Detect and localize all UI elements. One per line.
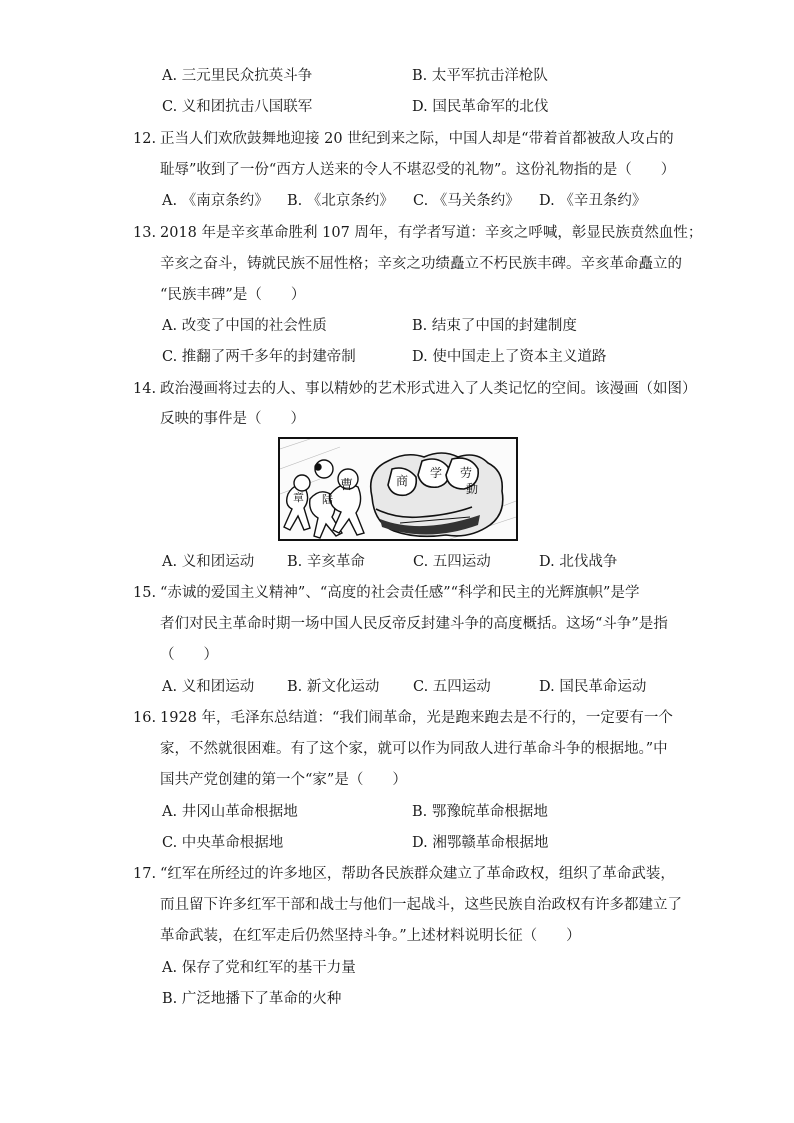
- q14-option-a[interactable]: A. 义和团运动: [162, 554, 255, 570]
- q15-option-c[interactable]: C. 五四运动: [413, 679, 491, 695]
- q17-option-a[interactable]: A. 保存了党和红军的基干力量: [162, 960, 356, 976]
- q13-stem-line-1: 2018 年是辛亥革命胜利 107 周年，有学者写道：辛亥之呼喊，彰显民族贲然血性；: [160, 225, 703, 241]
- q12-option-a[interactable]: A. 《南京条约》: [162, 193, 269, 209]
- q12-stem-line-1: 正当人们欢欣鼓舞地迎接 20 世纪到来之际，中国人却是“带着首都被敌人攻占的: [160, 131, 674, 147]
- q16-stem-line-3: 国共产党创建的第一个“家”是（ ）: [160, 772, 407, 788]
- q15-option-a[interactable]: A. 义和团运动: [162, 679, 255, 695]
- cartoon-label-cao: 曹: [340, 478, 354, 493]
- cartoon-label-xue: 学: [430, 466, 443, 480]
- q13-option-b[interactable]: B. 结束了中国的封建制度: [412, 318, 577, 334]
- q17-stem-line-1: “红军在所经过的许多地区，帮助各民族群众建立了革命政权，组织了革命武装，: [160, 866, 675, 882]
- q16-stem-line-2: 家，不然就很困难。有了这个家，就可以作为同敌人进行革命斗争的根据地。”中: [160, 741, 668, 757]
- q15-stem-line-1: “赤诚的爱国主义精神”、“高度的社会责任感”“科学和民主的光辉旗帜”是学: [160, 585, 640, 601]
- q11-option-c[interactable]: C. 义和团抗击八国联军: [162, 99, 313, 115]
- q14-option-c[interactable]: C. 五四运动: [413, 554, 491, 570]
- q13-stem-line-3: “民族丰碑”是（ ）: [160, 287, 306, 303]
- q12-number: 12.: [133, 131, 157, 147]
- q14-option-b[interactable]: B. 辛亥革命: [287, 554, 365, 570]
- q11-option-a[interactable]: A. 三元里民众抗英斗争: [162, 68, 313, 84]
- cartoon-label-lao: 劳: [460, 466, 473, 480]
- q15-stem-line-3: （ ）: [160, 647, 218, 663]
- q13-option-c[interactable]: C. 推翻了两千多年的封建帝制: [162, 349, 356, 365]
- q11-option-b[interactable]: B. 太平军抗击洋枪队: [412, 68, 548, 84]
- q12-option-d[interactable]: D. 《辛丑条约》: [539, 193, 647, 209]
- q17-number: 17.: [133, 866, 157, 882]
- q12-option-c[interactable]: C. 《马关条约》: [413, 193, 520, 209]
- q16-option-b[interactable]: B. 鄂豫皖革命根据地: [412, 804, 548, 820]
- cartoon-label-shang: 商: [396, 474, 409, 488]
- q13-number: 13.: [133, 225, 157, 241]
- q14-stem-line-1: 政治漫画将过去的人、事以精妙的艺术形式进入了人类记忆的空间。该漫画（如图）: [160, 381, 697, 397]
- cartoon-label-dong: 動: [466, 482, 479, 496]
- q16-option-d[interactable]: D. 湘鄂赣革命根据地: [412, 835, 549, 851]
- q14-stem-line-2: 反映的事件是（ ）: [160, 411, 305, 427]
- q16-number: 16.: [133, 710, 157, 726]
- q12-stem-line-2: 耻辱”收到了一份“西方人送来的令人不堪忍受的礼物”。这份礼物指的是（ ）: [160, 162, 676, 178]
- q15-option-b[interactable]: B. 新文化运动: [287, 679, 380, 695]
- q15-number: 15.: [133, 585, 157, 601]
- cartoon-label-zhang: 章: [293, 491, 304, 504]
- q16-option-c[interactable]: C. 中央革命根据地: [162, 835, 284, 851]
- q13-option-a[interactable]: A. 改变了中国的社会性质: [162, 318, 327, 334]
- q13-stem-line-2: 辛亥之奋斗，铸就民族不屈性格；辛亥之功绩矗立不朽民族丰碑。辛亥革命矗立的: [160, 256, 682, 272]
- cartoon-label-lu: 陆: [322, 493, 333, 506]
- q11-option-d[interactable]: D. 国民革命军的北伐: [412, 99, 549, 115]
- political-cartoon-image: [278, 437, 518, 541]
- q16-option-a[interactable]: A. 井冈山革命根据地: [162, 804, 298, 820]
- q14-number: 14.: [133, 381, 157, 397]
- q16-stem-line-1: 1928 年，毛泽东总结道：“我们闹革命，光是跑来跑去是不行的，一定要有一个: [160, 710, 673, 726]
- q15-stem-line-2: 者们对民主革命时期一场中国人民反帝反封建斗争的高度概括。这场“斗争”是指: [160, 616, 668, 632]
- q14-option-d[interactable]: D. 北伐战争: [539, 554, 618, 570]
- q15-option-d[interactable]: D. 国民革命运动: [539, 679, 647, 695]
- q17-stem-line-3: 革命武装，在红军走后仍然坚持斗争。”上述材料说明长征（ ）: [160, 928, 581, 944]
- q17-option-b[interactable]: B. 广泛地播下了革命的火种: [162, 991, 342, 1007]
- q17-stem-line-2: 而且留下许多红军干部和战士与他们一起战斗，这些民族自治政权有许多都建立了: [160, 897, 682, 913]
- q12-option-b[interactable]: B. 《北京条约》: [287, 193, 394, 209]
- q13-option-d[interactable]: D. 使中国走上了资本主义道路: [412, 349, 607, 365]
